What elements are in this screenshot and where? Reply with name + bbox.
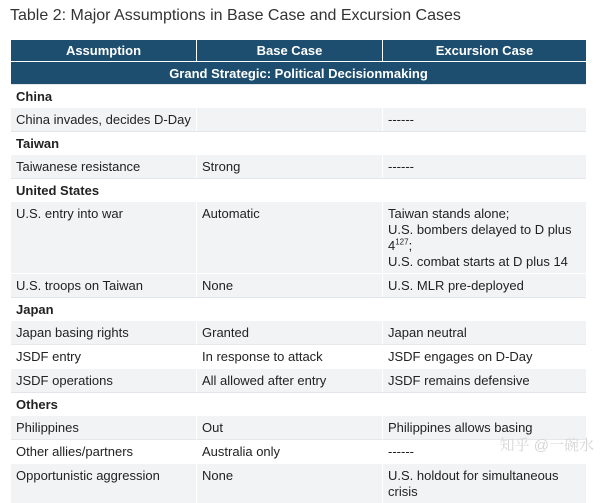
excursion-case-cell: JSDF engages on D-Day [383, 344, 586, 368]
section-row [11, 131, 586, 154]
excursion-line [388, 222, 581, 254]
base-case-cell: Strong [197, 154, 383, 178]
table-row [11, 320, 586, 344]
base-case-cell: All allowed after entry [197, 368, 383, 392]
assumption-cell: Taiwanese resistance [11, 154, 197, 178]
excursion-case-cell: U.S. MLR pre-deployed [383, 273, 586, 297]
section-title-united-states: United States [11, 178, 586, 201]
base-case-cell: Granted [197, 320, 383, 344]
section-title-japan: Japan [11, 297, 586, 320]
assumption-cell: Philippines [11, 415, 197, 439]
base-case-cell: Automatic [197, 201, 383, 273]
excursion-case-cell: Japan neutral [383, 320, 586, 344]
section-row [11, 392, 586, 415]
header-row [11, 40, 586, 61]
assumption-cell: U.S. entry into war [11, 201, 197, 273]
excursion-case-cell: ------ [383, 439, 586, 463]
section-title-taiwan: Taiwan [11, 131, 586, 154]
section-row [11, 297, 586, 320]
group-header: Grand Strategic: Political Decisionmaking [11, 61, 586, 84]
base-case-cell: None [197, 463, 383, 503]
excursion-line: U.S. combat starts at D plus 14 [388, 254, 568, 269]
section-title-china: China [11, 84, 586, 107]
table-row [11, 154, 586, 178]
assumption-cell: U.S. troops on Taiwan [11, 273, 197, 297]
excursion-case-cell [383, 201, 586, 273]
table-row [11, 201, 586, 273]
base-case-cell: Australia only [197, 439, 383, 463]
table-row [11, 344, 586, 368]
assumption-cell: Other allies/partners [11, 439, 197, 463]
assumption-cell: China invades, decides D-Day [11, 107, 197, 131]
table-row [11, 463, 586, 503]
column-header-assumption: Assumption [11, 40, 197, 61]
assumption-cell: Opportunistic aggression [11, 463, 197, 503]
excursion-case-cell: ------ [383, 107, 586, 131]
base-case-cell: Out [197, 415, 383, 439]
excursion-case-cell: ------ [383, 154, 586, 178]
table-caption: Table 2: Major Assumptions in Base Case and Excursion Cases [10, 7, 461, 24]
excursion-case-cell: Philippines allows basing [383, 415, 586, 439]
base-case-cell: In response to attack [197, 344, 383, 368]
excursion-case-cell: JSDF remains defensive [383, 368, 586, 392]
excursion-line-text: U.S. bombers delayed to D plus 4 [388, 222, 572, 253]
table-row [11, 368, 586, 392]
assumption-cell: JSDF entry [11, 344, 197, 368]
excursion-line-suffix: ; [408, 238, 413, 253]
base-case-cell: None [197, 273, 383, 297]
group-header-row [11, 61, 586, 84]
assumption-cell: JSDF operations [11, 368, 197, 392]
table-row [11, 107, 586, 131]
section-row [11, 178, 586, 201]
section-title-others: Others [11, 392, 586, 415]
excursion-case-cell: U.S. holdout for simultaneous crisis [383, 463, 586, 503]
excursion-line: Taiwan stands alone; [388, 206, 510, 221]
assumption-cell: Japan basing rights [11, 320, 197, 344]
table-row [11, 273, 586, 297]
section-row [11, 84, 586, 107]
base-case-cell [197, 107, 383, 131]
column-header-excursion-case: Excursion Case [383, 40, 586, 61]
column-header-base-case: Base Case [197, 40, 383, 61]
watermark: 知乎 @一碗水 [499, 437, 594, 454]
footnote-marker: 127 [395, 237, 409, 247]
